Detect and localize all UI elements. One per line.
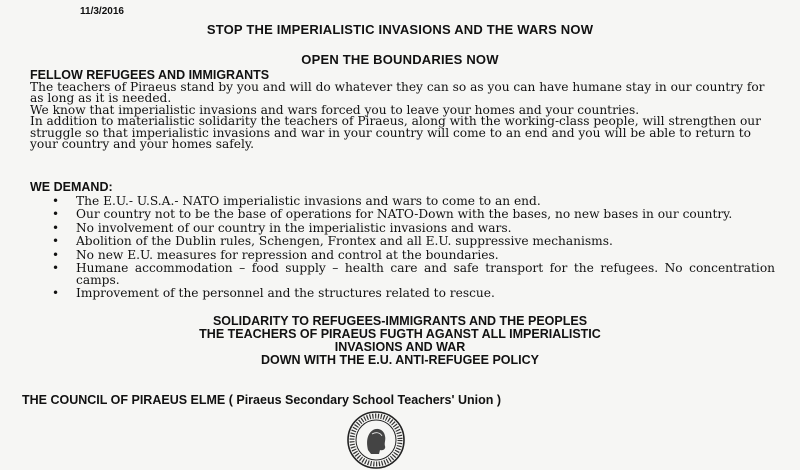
demand-item: • Humane accommodation – food supply – health care and safe transport for the refugees. No concentration camps.	[52, 263, 775, 286]
closing-line: DOWN WITH THE E.U. ANTI-REFUGEE POLICY	[260, 353, 539, 367]
demand-item: • No new E.U. measures for repression and control at the boundaries.	[52, 250, 775, 262]
title-line-2: OPEN THE BOUNDARIES NOW	[301, 52, 499, 67]
closing-line: THE TEACHERS OF PIRAEUS FUGTH AGANST ALL IMPERIALISTIC	[199, 327, 601, 341]
demand-item: • Improvement of the personnel and the structures related to rescue.	[52, 288, 775, 300]
title-line-1: STOP THE IMPERIALISTIC INVASIONS AND THE WARS NOW	[206, 22, 594, 37]
document-date: 11/3/2016	[80, 6, 124, 17]
intro-paragraph: We know that imperialistic invasions and wars forced you to leave your homes and your countries.	[30, 102, 640, 117]
closing-line: INVASIONS AND WAR	[334, 340, 466, 354]
intro-section	[30, 70, 775, 151]
demand-item: • No involvement of our country in the imperialistic invasions and wars.	[52, 223, 775, 235]
union-seal-icon	[346, 410, 406, 470]
council-signature: THE COUNCIL OF PIRAEUS ELME ( Piraeus Secondary School Teachers' Union )	[22, 393, 501, 407]
intro-heading: FELLOW REFUGEES AND IMMIGRANTS	[30, 68, 270, 82]
demands-list	[30, 193, 775, 300]
demand-item: • Our country not to be the base of operations for NATO-Down with the bases, no new bases in our country.	[52, 209, 775, 221]
closing-line: SOLIDARITY TO REFUGEES-IMMIGRANTS AND THE PEOPLES	[212, 314, 588, 328]
closing-slogans	[0, 315, 800, 367]
intro-paragraph: In addition to materialistic solidarity the teachers of Piraeus, along with the working-class people, will strengthen our struggle so that imperialistic invasions and war in your country will come to an end and you will be able to return to your country and your homes safely.	[30, 114, 761, 151]
demand-item: • Abolition of the Dublin rules, Schengen, Frontex and all E.U. suppressive mechanisms.	[52, 236, 775, 248]
demands-heading: WE DEMAND:	[30, 180, 113, 194]
demands-section	[30, 182, 775, 302]
intro-paragraph: The teachers of Piraeus stand by you and will do whatever they can so as you can have humane stay in our country for as long as it is needed.	[30, 79, 765, 105]
demand-item: • The E.U.- U.S.A.- NATO imperialistic invasions and wars to come to an end.	[52, 196, 775, 208]
